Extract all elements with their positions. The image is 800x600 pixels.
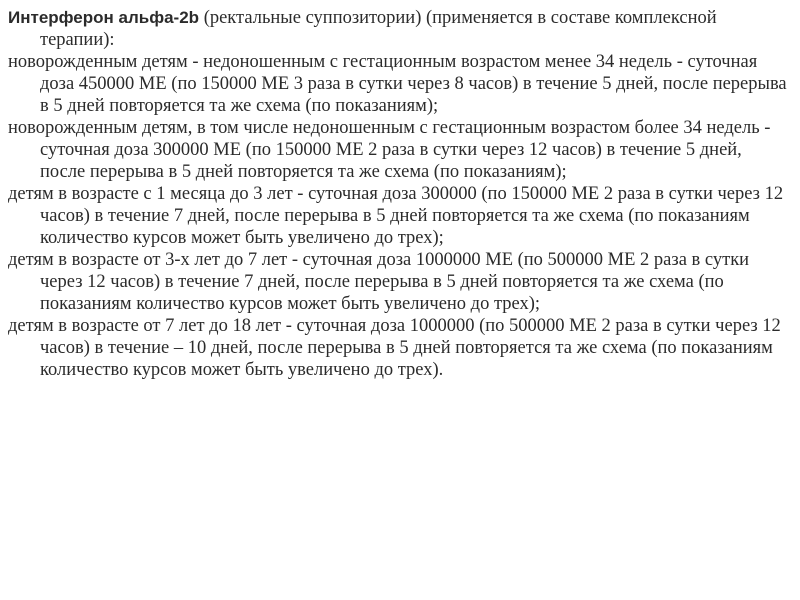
intro-text: (ректальные суппозитории) (применяется в составе комплексной терапии): xyxy=(40,8,717,50)
dosage-item-3-to-7-years: детям в возрасте от 3-х лет до 7 лет - суточная доза 1000000 МЕ (по 500000 МЕ 2 раза в сутки через 12 часов) в течение 7 дней, после перерыва в 5 дней повторяется та же схема (по показаниям количество курсов может быть увеличено до трех); xyxy=(8,250,750,314)
dosage-item-7-to-18-years: детям в возрасте от 7 лет до 18 лет - суточная доза 1000000 (по 500000 МЕ 2 раза в сутки через 12 часов) в течение – 10 дней, после перерыва в 5 дней повторяется та же схема (по показаниям количество курсов может быть увеличено до трех). xyxy=(8,316,781,380)
intro-paragraph xyxy=(8,7,790,51)
dosage-item-1-month-to-3-years: детям в возрасте с 1 месяца до 3 лет - суточная доза 300000 (по 150000 МЕ 2 раза в сутки через 12 часов) в течение 7 дней, после перерыва в 5 дней повторяется та же схема (по показаниям количество курсов может быть увеличено до трех); xyxy=(8,184,784,248)
drug-name: Интерферон альфа-2b xyxy=(8,8,200,27)
dosage-item-neonates-over-34-weeks: новорожденным детям, в том числе недоношенным с гестационным возрастом более 34 недель - суточная доза 300000 МЕ (по 150000 МЕ 2 раза в сутки через 12 часов) в течение 5 дней, после перерыва в 5 дней повторяется та же схема (по показаниям); xyxy=(8,118,771,182)
dosage-item-neonates-under-34-weeks: новорожденным детям - недоношенным с гестационным возрастом менее 34 недель - суточная доза 450000 МЕ (по 150000 МЕ 3 раза в сутки через 8 часов) в течение 5 дней, после перерыва в 5 дней повторяется та же схема (по показаниям); xyxy=(8,52,787,116)
